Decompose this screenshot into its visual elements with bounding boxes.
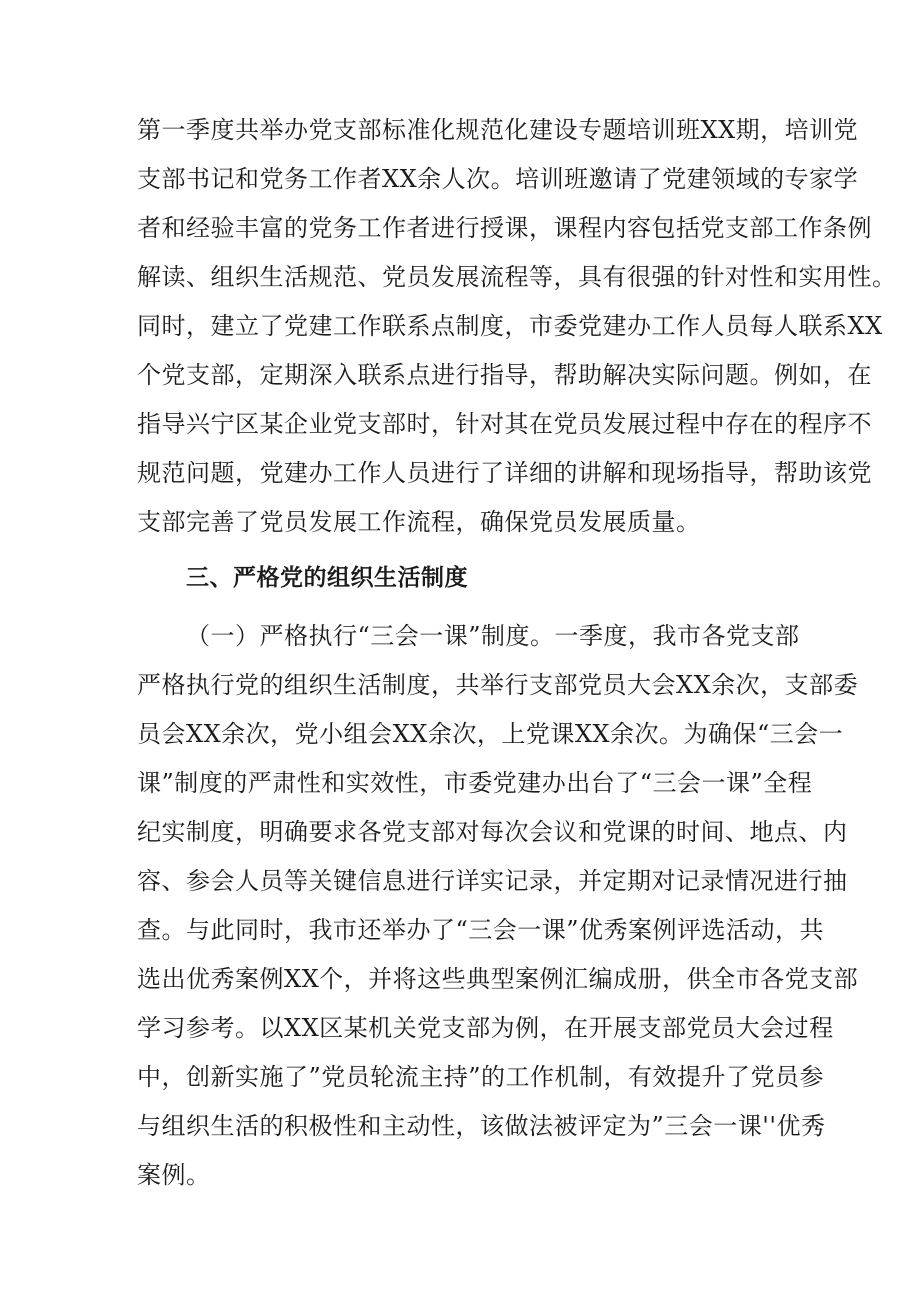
paragraph-line: 第一季度共举办党支部标准化规范化建设专题培训班XX期，培训党	[137, 116, 859, 144]
paragraph-line: 规范问题，党建办工作人员进行了详细的讲解和现场指导，帮助该党	[137, 459, 872, 487]
paragraph-line: 案例。	[137, 1161, 211, 1189]
paragraph-line: 选出优秀案例XX个，并将这些典型案例汇编成册，供全市各党支部	[137, 965, 859, 993]
paragraph-line: 学习参考。以XX区某机关党支部为例，在开展支部党员大会过程	[137, 1014, 834, 1042]
paragraph-line: 者和经验丰富的党务工作者进行授课，课程内容包括党支部工作条例	[137, 214, 872, 242]
paragraph-line: 支部书记和党务工作者XX余人次。培训班邀请了党建领域的专家学	[137, 165, 859, 193]
paragraph-line: 解读、组织生活规范、党员发展流程等，具有很强的针对性和实用性。	[137, 263, 897, 291]
paragraph-line: 个党支部，定期深入联系点进行指导，帮助解决实际问题。例如，在	[137, 361, 872, 389]
paragraph-line: 同时，建立了党建工作联系点制度，市委党建办工作人员每人联系XX	[137, 312, 883, 340]
paragraph-line: 中，创新实施了”党员轮流主持”的工作机制，有效提升了党员参	[137, 1063, 825, 1091]
paragraph-line: 指导兴宁区某企业党支部时，针对其在党员发展过程中存在的程序不	[137, 410, 872, 438]
paragraph-line: 查。与此同时，我市还举办了“三会一课”优秀案例评选活动，共	[137, 916, 825, 944]
paragraph-line: 支部完善了党员发展工作流程，确保党员发展质量。	[137, 508, 701, 536]
paragraph-line: 纪实制度，明确要求各党支部对每次会议和党课的时间、地点、内	[137, 818, 848, 846]
paragraph-line: 容、参会人员等关键信息进行详实记录，并定期对记录情况进行抽	[137, 867, 848, 895]
paragraph-line: 与组织生活的积极性和主动性，该做法被评定为”三会一课''优秀	[137, 1112, 826, 1140]
section-heading: 三、严格党的组织生活制度	[186, 565, 468, 591]
paragraph-line: 员会XX余次，党小组会XX余次，上党课XX余次。为确保“三会一	[137, 720, 844, 748]
paragraph-line: （一）严格执行“三会一课”制度。一季度，我市各党支部	[186, 622, 800, 650]
paragraph-line: 课”制度的严肃性和实效性，市委党建办出台了“三会一课”全程	[137, 769, 813, 797]
paragraph-line: 严格执行党的组织生活制度，共举行支部党员大会XX余次，支部委	[137, 671, 859, 699]
